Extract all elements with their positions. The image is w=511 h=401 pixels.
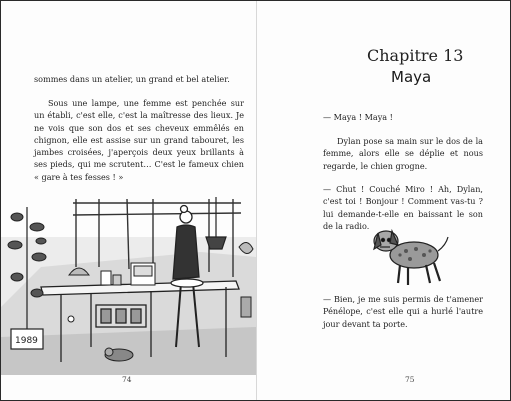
paragraph-4: — Bien, je me suis permis de t'amener Pénélope, c'est elle qui a hurlé l'autre jour devant ta porte.	[323, 294, 483, 329]
page-number-right: 75	[405, 375, 415, 384]
paragraph-3: — Chut ! Couché Miro ! Ah, Dylan, c'est toi ! Bonjour ! Comment vas-tu ? lui demande-t-elle en baissant le son de la radio.	[323, 184, 483, 231]
page-number-left: 74	[122, 375, 132, 384]
chapter-label: Chapitre 13	[367, 46, 464, 65]
right-page	[257, 1, 510, 400]
paragraph-1: — Maya ! Maya !	[323, 112, 393, 122]
chapter-title: Maya	[391, 68, 432, 86]
paragraph-2: Sous une lampe, une femme est penchée sur un établi, c'est elle, c'est la maîtresse des lieux. Je ne vois que son dos et ses cheveux emmêlés en chignon, elle est assise sur un grand tabouret, les jambes croisées, j'aperçois deux yeux brillants à ses pieds, qui me scrutent… C'est le fameux chien « gare à tes fesses ! »	[34, 98, 244, 182]
dog-illustration	[370, 225, 450, 291]
sign-year: 1989	[15, 336, 38, 346]
paragraph-2: Dylan pose sa main sur le dos de la femme, alors elle se déplie et nous regarde, le chien grogne.	[323, 136, 483, 171]
left-page	[1, 1, 256, 400]
paragraph-1: sommes dans un atelier, un grand et bel atelier.	[34, 74, 230, 84]
workshop-illustration	[1, 197, 256, 375]
